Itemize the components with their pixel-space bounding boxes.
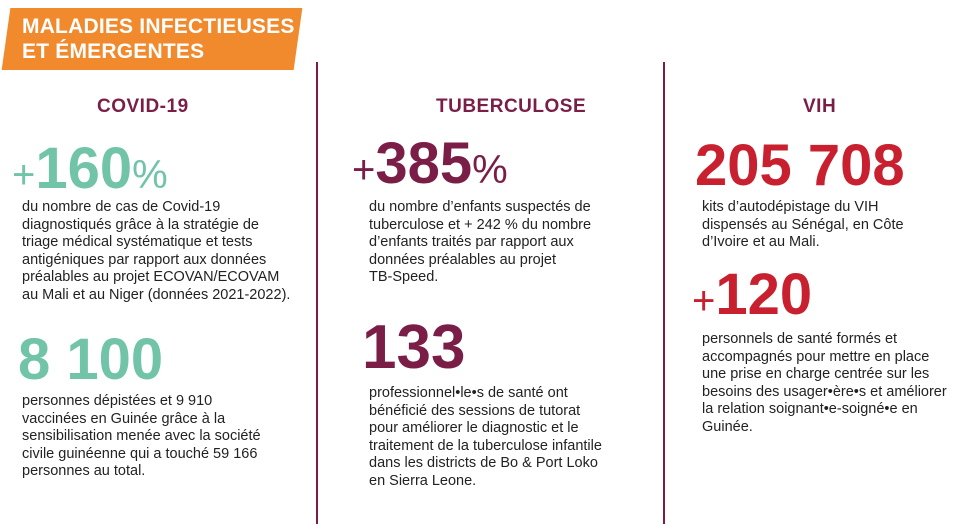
covid-stat1-desc (22, 199, 290, 305)
column-divider (663, 62, 665, 524)
covid-stat1-number: 160 (35, 136, 133, 201)
vih-stat2-value (692, 262, 813, 327)
vih-stat1-desc (702, 199, 904, 252)
desc-line: dispensés au Sénégal, en Côte (702, 216, 904, 233)
desc-line: données préalables au projet (369, 251, 557, 268)
section-title-line1: MALADIES INFECTIEUSES (22, 15, 295, 38)
plus-sign: + (12, 153, 36, 197)
vih-heading: VIH (803, 96, 837, 117)
desc-line: au Mali et au Niger (données 2021-2022). (22, 286, 291, 303)
desc-line: d’enfants traités par rapport aux (369, 234, 574, 251)
tb-heading: TUBERCULOSE (436, 96, 587, 117)
tb-stat2-value: 133 (362, 313, 466, 382)
desc-line: dans les districts de Bo & Port Loko (369, 455, 598, 472)
desc-line: Guinée. (702, 418, 753, 435)
covid-stat2-value: 8 100 (18, 327, 164, 392)
section-title (22, 14, 295, 64)
desc-line: personnels de santé formés et (702, 331, 898, 347)
desc-line: préalables au projet ECOVAN/ECOVAM (22, 269, 280, 286)
desc-line: civile guinéenne qui a touché 59 166 (22, 445, 258, 462)
desc-line: traitement de la tuberculose infantile (369, 437, 602, 454)
covid-stat1-value (12, 136, 168, 201)
plus-sign: + (352, 148, 376, 192)
desc-line: personnes dépistées et 9 910 (22, 393, 213, 409)
desc-line: TB-Speed. (369, 269, 439, 286)
desc-line: triage médical systématique et tests (22, 234, 253, 251)
desc-line: en Sierra Leone. (369, 472, 477, 489)
tb-stat1-desc (369, 199, 591, 287)
plus-sign: + (692, 279, 716, 323)
desc-line: pour améliorer le diagnostic et le (369, 420, 579, 437)
tb-stat1-number: 385 (375, 131, 473, 196)
vih-stat1-value: 205 708 (695, 133, 905, 198)
vih-stat2-number: 120 (715, 262, 813, 327)
desc-line: kits d’autodépistage du VIH (702, 199, 879, 215)
desc-line: du nombre de cas de Covid-19 (22, 199, 221, 215)
desc-line: antigéniques par rapport aux données (22, 251, 267, 268)
desc-line: du nombre d’enfants suspectés de (369, 199, 591, 215)
desc-line: personnes au total. (22, 463, 146, 480)
percent-sign: % (132, 153, 168, 197)
desc-line: tuberculose et + 242 % du nombre (369, 216, 592, 233)
column-divider (316, 62, 318, 524)
tb-stat2-desc (369, 385, 602, 491)
desc-line: vaccinées en Guinée grâce à la (22, 410, 226, 427)
desc-line: professionnel•le•s de santé ont (369, 385, 568, 401)
percent-sign: % (472, 148, 508, 192)
section-title-line2: ET ÉMERGENTES (22, 40, 205, 63)
desc-line: diagnostiqués grâce à la stratégie de (22, 216, 259, 233)
desc-line: bénéficié des sessions de tutorat (369, 402, 581, 419)
covid-stat2-desc (22, 393, 261, 481)
vih-stat2-desc (702, 331, 947, 437)
desc-line: une prise en charge centrée sur les (702, 366, 930, 383)
covid-heading: COVID-19 (97, 96, 189, 117)
desc-line: d’Ivoire et au Mali. (702, 234, 820, 251)
desc-line: la relation soignant•e-soigné•e en (702, 401, 918, 418)
desc-line: besoins des usager•ère•s et améliorer (702, 383, 947, 400)
desc-line: accompagnés pour mettre en place (702, 348, 930, 365)
desc-line: sensibilisation menée avec la société (22, 428, 261, 445)
tb-stat1-value (352, 131, 508, 196)
